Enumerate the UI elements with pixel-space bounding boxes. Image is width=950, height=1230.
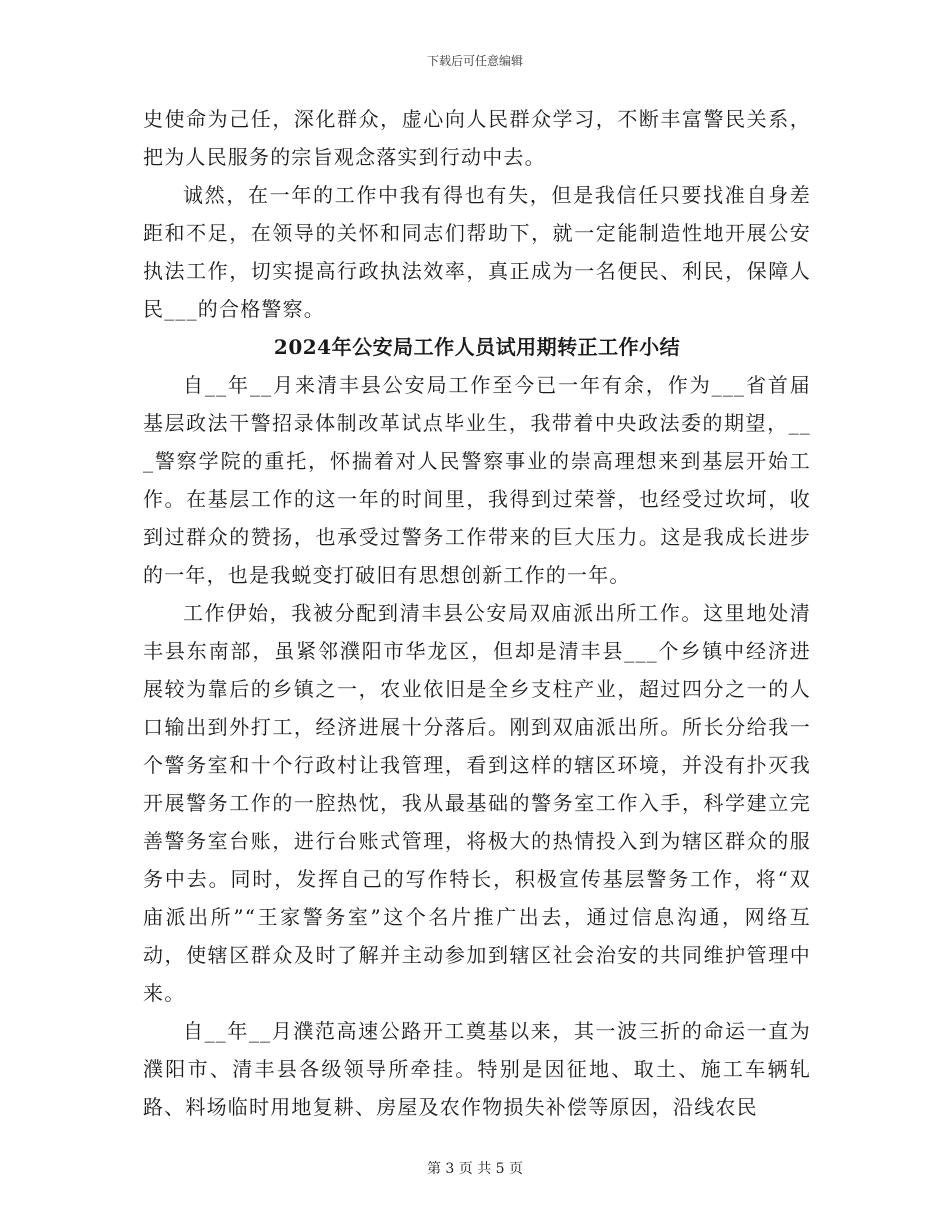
section-title: 2024年公安局工作人员试用期转正工作小结: [273, 335, 681, 359]
page-footer: 第 3 页 共 5 页: [426, 1161, 524, 1177]
paragraph-5: 自__年__月濮范高速公路开工奠基以来，其一波三折的命运一直为濮阳市、清丰县各级领导所牵挂。特别是因征地、取土、施工车辆轧路、料场临时用地复耕、房屋及农作物损失补偿等原因，沿线农民: [143, 1019, 811, 1119]
paragraph-2: 诚然，在一年的工作中我有得也有失，但是我信任只要找准自身差距和不足，在领导的关怀和同志们帮助下，就一定能制造性地开展公安执法工作，切实提高行政执法效率，真正成为一名便民、利民，保障人民___的合格警察。: [143, 183, 811, 321]
paragraph-3: 自__年__月来清丰县公安局工作至今已一年有余，作为___省首届基层政法干警招录体制改革试点毕业生，我带着中央政法委的期望，___警察学院的重托，怀揣着对人民警察事业的崇高理想来到基层开始工作。在基层工作的这一年的时间里，我得到过荣誉，也经受过坎坷，收到过群众的赞扬，也承受过警务工作带来的巨大压力。这是我成长进步的一年，也是我蜕变打破旧有思想创新工作的一年。: [143, 373, 811, 587]
document-body: [143, 100, 811, 1126]
paragraph-4: 工作伊始，我被分配到清丰县公安局双庙派出所工作。这里地处清丰县东南部，虽紧邻濮阳市华龙区，但却是清丰县___个乡镇中经济进展较为靠后的乡镇之一，农业依旧是全乡支柱产业，超过四分之一的人口输出到外打工，经济进展十分落后。刚到双庙派出所。所长分给我一个警务室和十个行政村让我管理，看到这样的辖区环境，并没有扑灭我开展警务工作的一腔热忱，我从最基础的警务室工作入手，科学建立完善警务室台账，进行台账式管理，将极大的热情投入到为辖区群众的服务中去。同时，发挥自己的写作特长，积极宣传基层警务工作，将“双庙派出所”“王家警务室”这个名片推广出去，通过信息沟通，网络互动，使辖区群众及时了解并主动参加到辖区社会治安的共同维护管理中来。: [143, 601, 811, 1005]
paragraph-1: 史使命为己任，深化群众，虚心向人民群众学习，不断丰富警民关系，把为人民服务的宗旨观念落实到行动中去。: [143, 107, 811, 169]
page-header: 下载后可任意编辑: [426, 54, 523, 68]
